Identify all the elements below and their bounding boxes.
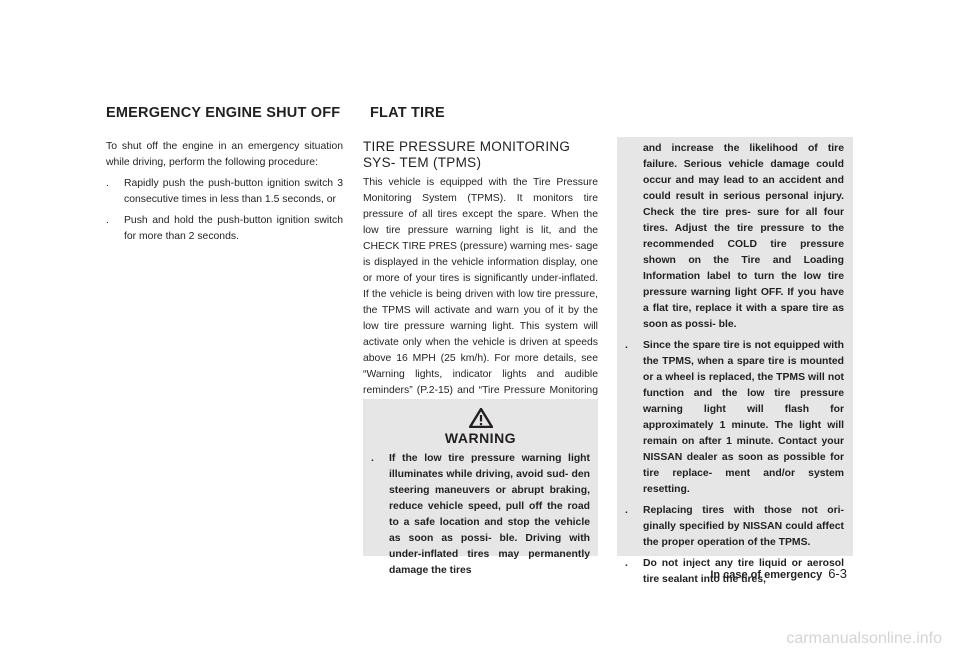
warning-column-1	[371, 451, 590, 584]
warning-column-2	[625, 141, 844, 593]
list-item	[106, 176, 343, 208]
warning-triangle-icon	[469, 408, 493, 428]
list-item-continued	[625, 141, 844, 333]
bullet-text: Push and hold the push-button ignition switch for more than 2 seconds.	[124, 215, 343, 242]
bullet-mark: .	[106, 178, 109, 189]
bullet-mark: .	[625, 340, 628, 351]
intro-paragraph: To shut off the engine in an emergency situation while driving, perform the following procedure:	[106, 141, 343, 168]
section-heading-flat-tire: FLAT TIRE	[370, 105, 445, 121]
warning-bullet-text: Replacing tires with those not ori- ginally specified by NISSAN could affect the proper operation of the TPMS.	[643, 505, 844, 548]
list-item	[106, 213, 343, 245]
tpms-paragraph: This vehicle is equipped with the Tire Pressure Monitoring System (TPMS). It monitors tire pressure of all tires except the spare. When the low tire pressure warning light is lit, and the CHECK TIRE PRES (pressure) warning mes- sage is displayed in the vehicle information display, one or more of your tires is significantly under-inflated. If the vehicle is being driven with low tire pressure, the TPMS will activate and warn you of it by the low tire pressure warning light. This system will activate only when the vehicle is driven at speeds above 16 MPH (25 km/h). For more details, see “Warning lights, indicator lights and audible reminders” (P.2-15) and “Tire Pressure Monitoring	[363, 177, 598, 396]
warning-bullet-text: and increase the likelihood of tire failure. Serious vehicle damage could occur and may lead to an accident and could result in serious personal injury. Check the tire pres- sure for all four tires. Adjust the tire pressure to the recommended COLD tire pressure shown on the Tire and Loading Information label to turn the low tire pressure warning light OFF. If you have a flat tire, replace it with a spare tire as soon as possi- ble.	[643, 143, 844, 330]
bullet-mark: .	[625, 505, 628, 516]
list-item	[371, 451, 590, 579]
middle-column	[363, 139, 598, 420]
section-heading-emergency-engine-shut-off: EMERGENCY ENGINE SHUT OFF	[106, 105, 341, 121]
page-footer	[710, 566, 847, 581]
list-item	[625, 338, 844, 498]
watermark: carmanualsonline.info	[786, 630, 942, 647]
warning-title: WARNING	[444, 430, 517, 446]
bullet-mark: .	[371, 453, 374, 464]
page-number: 6-3	[828, 566, 847, 581]
subheading-tpms: TIRE PRESSURE MONITORING SYS- TEM (TPMS)	[363, 139, 571, 170]
bullet-text: Rapidly push the push-button ignition switch 3 consecutive times in less than 1.5 seconds, or	[124, 178, 343, 205]
warning-bullet-text: Since the spare tire is not equipped with the TPMS, when a spare tire is mounted or a wheel is replaced, the TPMS will not function and the low tire pressure warning light will flash for approximately 1 minute. The light will remain on after 1 minute. Contact your NISSAN dealer as soon as possible for tire replace- ment and/or system resetting.	[643, 340, 844, 495]
list-item	[625, 503, 844, 551]
bullet-mark: .	[106, 215, 109, 226]
left-column	[106, 139, 343, 250]
warning-bullet-text: If the low tire pressure warning light illuminates while driving, avoid sud- den steering maneuvers or abrupt braking, reduce vehicle speed, pull off the road to a safe location and stop the vehicle as soon as possi- ble. Driving with under-inflated tires may permanently damage the tires	[389, 453, 590, 576]
warning-header	[363, 408, 598, 446]
warning-bullet-text: Do not inject any tire liquid or aerosol tire sealant into the tires,	[643, 558, 844, 585]
bullet-mark: .	[625, 558, 628, 569]
footer-section-title: In case of emergency	[710, 569, 823, 581]
